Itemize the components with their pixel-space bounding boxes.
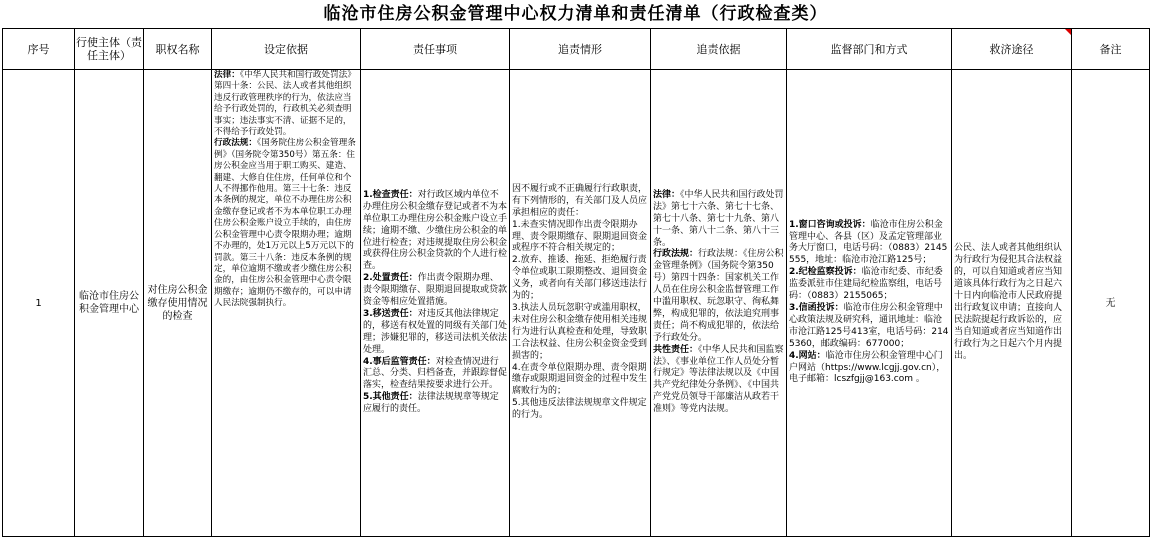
header-accountability[interactable]: 追责情形: [510, 29, 651, 70]
supervision-head: 2.纪检监察投诉：: [789, 267, 862, 278]
acc-basis-paragraph: [653, 190, 784, 250]
sheet-title: 临沧市住房公积金管理中心权力清单和责任清单（行政检查类）: [323, 4, 828, 24]
duty-text: 法律法规规章等规定应履行的责任。: [363, 392, 499, 415]
duty-text: 对违反其他法律规定的，移送有权处置的同级有关部门处理；涉嫌犯罪的，移送司法机关依法处理。: [363, 308, 508, 355]
supervision-item: [789, 267, 949, 303]
header-power-name[interactable]: 职权名称: [144, 29, 212, 70]
header-supervision[interactable]: 监督部门和方式: [787, 29, 952, 70]
duty-text: 对检查情况进行汇总、分类、归档备查，并跟踪督促落实，检查结果按要求进行公开。: [363, 356, 508, 391]
cell-duty[interactable]: [361, 70, 510, 537]
acc-basis-text: 《中华人民共和国监察法》、《事业单位工作人员处分暂行规定》等法律法规以及《中国共产党纪律处分条例》、《中国共产党党员领导干部廉洁从政若干准则》等党内法规。: [653, 344, 784, 415]
basis-head: 法律：: [214, 70, 240, 80]
cell-acc-basis[interactable]: [651, 70, 787, 537]
header-row: [3, 29, 1150, 70]
header-remedy-label: 救济途径: [989, 42, 1034, 56]
basis-text: 《中华人民共和国行政处罚法》第四十条：公民、法人或者其他组织违反行政管理秩序的行为，依法应当给予行政处罚的，行政机关必须查明事实；违法事实不清、证据不足的，不得给予行政处罚。: [214, 70, 356, 138]
duty-head: 2.处置责任：: [363, 273, 418, 284]
acc-basis-paragraph: [653, 249, 784, 344]
cell-accountability[interactable]: [510, 70, 651, 537]
header-seq[interactable]: 序号: [3, 29, 75, 70]
supervision-item: [789, 303, 949, 351]
cell-basis[interactable]: [212, 70, 361, 537]
acc-basis-text: 《中华人民共和国行政处罚法》第七十六条、第七十七条、第七十八条、第七十九条、第八十一条、第八十二条、第八十三条。: [653, 189, 784, 248]
header-remedy[interactable]: [952, 29, 1072, 70]
basis-head: 行政法规：: [214, 138, 257, 149]
cell-subject[interactable]: 临沧市住房公积金管理中心: [75, 70, 144, 537]
duty-head: 4.事后监管责任：: [363, 356, 436, 367]
basis-paragraph: [214, 138, 358, 309]
header-remark[interactable]: 备注: [1072, 29, 1150, 70]
acc-basis-text: 行政法规：《住房公积金管理条例》（国务院令第350号）第四十四条：国家机关工作人员在住房公积金监督管理工作中滥用职权、玩忽职守、徇私舞弊，构成犯罪的，依法追究刑事责任；尚不构成犯罪的，依法给予行政处分。: [653, 249, 784, 343]
acc-basis-head: 共性责任：: [653, 344, 699, 355]
accountability-item: 4.在责令单位限期办理、责令限期缴存或限期退回资金的过程中发生腐败行为的；: [512, 362, 648, 397]
duty-item: [363, 392, 507, 416]
accountability-item: 5.其他违反法律法规规章文件规定的行为。: [512, 398, 647, 421]
supervision-head: 1.窗口咨询或投诉：: [789, 219, 871, 230]
basis-text: 《国务院住房公积金管理条例》（国务院令第350号）第五条：住房公积金应当用于职工购买、建造、翻建、大修自住住房，任何单位和个人不得挪作他用。第三十七条：违反本条例的规定，单位不办理住房公积金缴存登记或者不为本单位职工办理住房公积金账户设立手续的，由住房公积金管理中心责令限期办理；逾期不办理的，处1万元以上5万元以下的罚款。第三十八条：违反本条例的规定，单位逾期不缴或者少缴住房公积金的，由住房公积金管理中心责令限期缴存；逾期仍不缴存的，可以申请人民法院强制执行。: [214, 138, 356, 309]
duty-item: [363, 309, 507, 357]
duty-head: 5.其他责任：: [363, 392, 418, 403]
supervision-text: 临沧市住房公积金管理中心、各县（区）及孟定管理部业务大厅窗口，电话号码：（0883）2145555，地址：临沧市沧江路125号；: [789, 219, 948, 266]
accountability-item: 2.放弃、推诿、拖延、拒绝履行责令单位或职工限期整改、退回资金义务，或者向有关部门移送违法行为的；: [512, 255, 648, 302]
acc-basis-paragraph: [653, 345, 784, 416]
accountability-item: 因不履行或不正确履行行政职责，有下列情形的，有关部门及人员应承担相应的责任：: [512, 183, 648, 218]
cell-supervision[interactable]: [787, 70, 952, 537]
accountability-item: 3.执法人员玩忽职守或滥用职权，未对住房公积金缴存使用相关违规行为进行认真检查和处理，导致职工合法权益、住房公积金资金受到损害的；: [512, 303, 648, 361]
comment-indicator-icon[interactable]: [1065, 29, 1071, 35]
supervision-item: [789, 220, 949, 268]
supervision-text: 临沧市住房公积金管理中心门户网站（https://www.lcgjj.gov.cn），电子邮箱：lcszfgjj@163.com 。: [789, 350, 946, 385]
duty-item: [363, 273, 507, 309]
header-basis[interactable]: 设定依据: [212, 29, 361, 70]
supervision-head: 4.网站：: [789, 350, 826, 361]
supervision-text: 临沧市住房公积金管理中心政策法规及研究科，通讯地址：临沧市沧江路125号413室，电话号码：2145360，邮政编码：677000；: [789, 303, 949, 349]
cell-seq[interactable]: 1: [3, 70, 75, 537]
table-row: [3, 70, 1150, 537]
basis-paragraph: [214, 70, 358, 138]
power-list-table: [2, 28, 1150, 537]
acc-basis-head: 法律：: [653, 189, 681, 200]
duty-head: 3.移送责任：: [363, 308, 418, 319]
duty-text: 对行政区域内单位不办理住房公积金缴存登记或者不为本单位职工办理住房公积金账户设立手续；逾期不缴、少缴住房公积金的单位进行检查；对违规提取住房公积金或获得住房公积金贷款的个人进行检查。: [363, 189, 508, 272]
supervision-item: [789, 351, 949, 387]
duty-text: 作出责令限期办理、责令限期缴存、限期退回提取或贷款资金等相应处置措施。: [363, 273, 508, 308]
duty-item: [363, 190, 507, 273]
header-subject[interactable]: 行使主体（责任主体）: [75, 29, 144, 70]
supervision-text: 临沧市纪委、市纪委监委派驻市住建局纪检监察组，电话号码：（0883）2155065；: [789, 267, 943, 302]
header-duty[interactable]: 责任事项: [361, 29, 510, 70]
acc-basis-head: 行政法规：: [653, 249, 699, 260]
cell-remark[interactable]: 无: [1072, 70, 1150, 537]
duty-head: 1.检查责任：: [363, 189, 418, 200]
accountability-item: 1.未查实情况即作出责令限期办理、责令限期缴存、限期退回资金或程序不符合相关规定的；: [512, 219, 648, 254]
supervision-head: 3.信函投诉：: [789, 303, 844, 313]
cell-remedy[interactable]: 公民、法人或者其他组织认为行政行为侵犯其合法权益的，可以自知道或者应当知道该具体行政行为之日起六十日内向临沧市人民政府提出行政复议申请；直接向人民法院提起行政诉讼的，应当自知道或者应当知道作出行政行为之日起六个月内提出。: [952, 70, 1072, 537]
duty-item: [363, 357, 507, 393]
header-acc-basis[interactable]: 追责依据: [651, 29, 787, 70]
cell-power-name[interactable]: 对住房公积金缴存使用情况的检查: [144, 70, 212, 537]
